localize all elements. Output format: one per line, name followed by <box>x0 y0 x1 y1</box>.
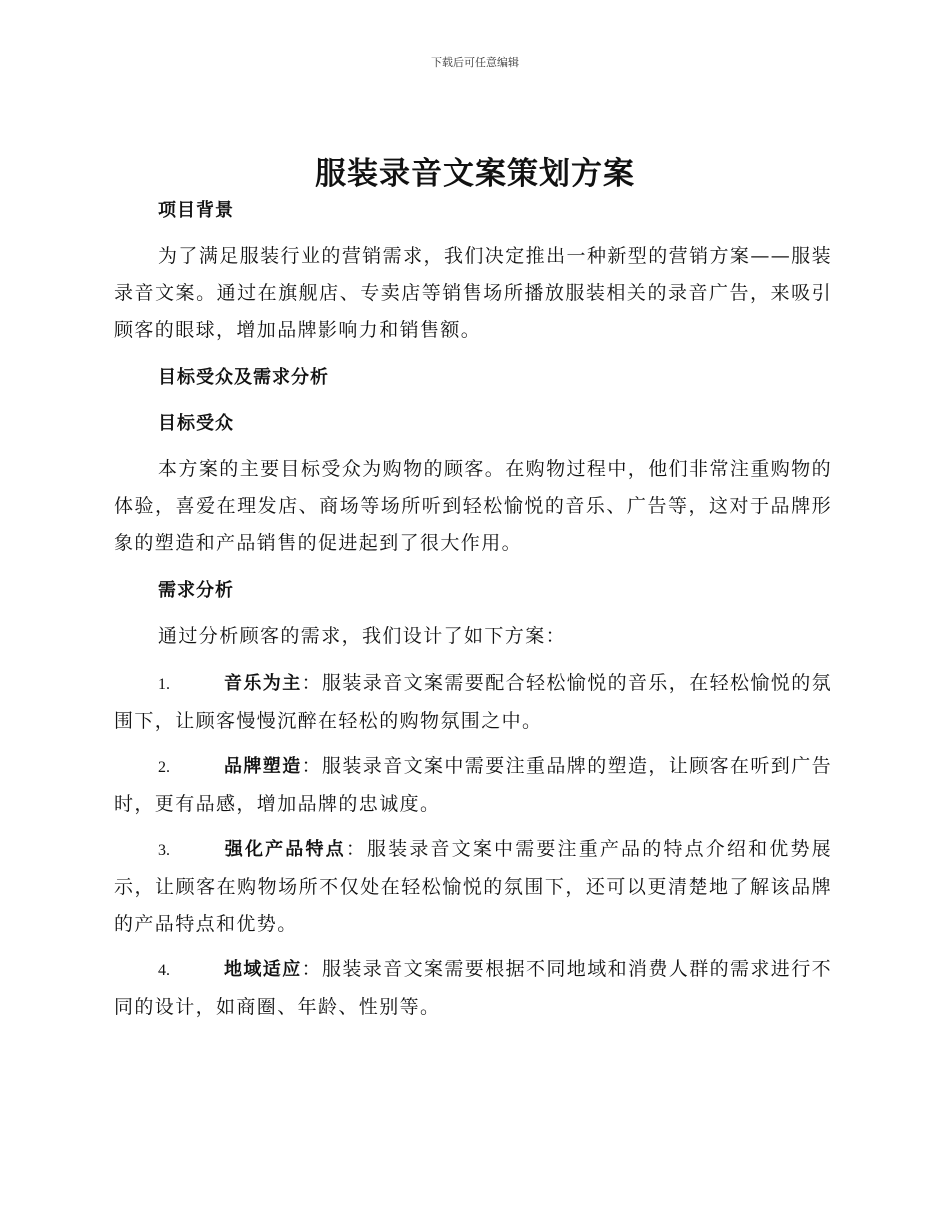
audience-heading: 目标受众 <box>158 413 234 434</box>
background-paragraph: 为了满足服装行业的营销需求，我们决定推出一种新型的营销方案——服装录音文案。通过在旗舰店、专卖店等销售场所播放服装相关的录音广告，来吸引顾客的眼球，增加品牌影响力和销售额。 <box>114 245 832 341</box>
list-item-term: 地域适应 <box>224 959 302 980</box>
list-item-text: ：服装录音文案需要根据不同地域和消费人群的需求进行不同的设计，如商圈、年龄、性别等。 <box>114 958 833 1018</box>
list-item <box>114 665 832 740</box>
needs-list <box>114 665 832 1026</box>
audience-analysis-heading: 目标受众及需求分析 <box>158 367 329 388</box>
list-item <box>114 831 832 943</box>
list-item-term: 强化产品特点 <box>224 839 346 860</box>
list-item-number: 2. <box>158 759 170 776</box>
list-item-text: ：服装录音文案中需要注重品牌的塑造，让顾客在听到广告时，更有品感，增加品牌的忠诚度。 <box>114 755 833 815</box>
needs-heading: 需求分析 <box>158 580 234 601</box>
list-item-text: ：服装录音文案中需要注重产品的特点介绍和优势展示，让顾客在购物场所不仅处在轻松愉悦的氛围下，还可以更清楚地了解该品牌的产品特点和优势。 <box>114 838 832 935</box>
list-item-number: 1. <box>158 676 170 693</box>
audience-paragraph: 本方案的主要目标受众为购物的顾客。在购物过程中，他们非常注重购物的体验，喜爱在理发店、商场等场所听到轻松愉悦的音乐、广告等，这对于品牌形象的塑造和产品销售的促进起到了很大作用。 <box>114 458 832 554</box>
list-item-text: ：服装录音文案需要配合轻松愉悦的音乐，在轻松愉悦的氛围下，让顾客慢慢沉醉在轻松的购物氛围之中。 <box>114 672 833 732</box>
list-item-term: 音乐为主 <box>224 673 302 694</box>
needs-intro-paragraph: 通过分析顾客的需求，我们设计了如下方案： <box>158 625 567 647</box>
list-item-number: 3. <box>158 842 170 859</box>
document-title: 服装录音文案策划方案 <box>315 156 635 192</box>
list-item-number: 4. <box>158 962 170 979</box>
list-item <box>114 748 832 823</box>
document-body <box>114 192 832 1034</box>
list-item-term: 品牌塑造 <box>224 756 302 777</box>
page-header-note: 下载后可任意编辑 <box>431 56 519 69</box>
background-heading: 项目背景 <box>158 200 234 221</box>
list-item <box>114 951 832 1026</box>
